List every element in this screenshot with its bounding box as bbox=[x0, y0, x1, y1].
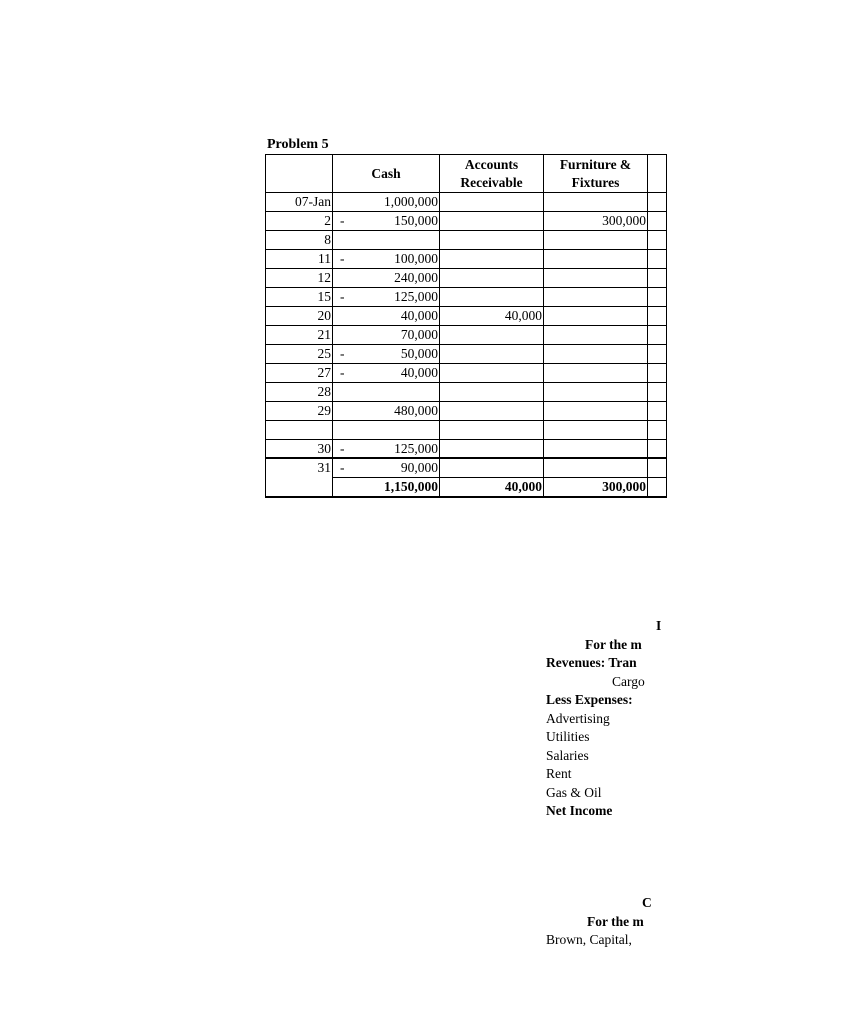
row-accounts-receivable bbox=[440, 288, 544, 306]
row-date: 20 bbox=[266, 307, 333, 325]
ledger-table bbox=[265, 154, 667, 498]
header-cash: Cash bbox=[333, 155, 440, 192]
capital-statement-period: For the m bbox=[587, 913, 644, 929]
total-furniture-fixtures: 300,000 bbox=[544, 478, 648, 496]
row-sign: - bbox=[340, 346, 345, 361]
row-sign: - bbox=[340, 213, 345, 228]
row-cash: 1,000,000 bbox=[353, 193, 440, 211]
expense-item: Advertising bbox=[546, 710, 610, 726]
row-accounts-receivable: 40,000 bbox=[440, 307, 544, 325]
row-accounts-receivable bbox=[440, 212, 544, 230]
row-accounts-receivable bbox=[440, 421, 544, 439]
row-accounts-receivable bbox=[440, 383, 544, 401]
row-cash: 150,000 bbox=[353, 212, 440, 230]
row-cash: 100,000 bbox=[353, 250, 440, 268]
row-accounts-receivable bbox=[440, 326, 544, 344]
row-furniture-fixtures bbox=[544, 231, 648, 249]
row-furniture-fixtures bbox=[544, 269, 648, 287]
row-date: 15 bbox=[266, 288, 333, 306]
totals-date-cell bbox=[266, 477, 333, 496]
expenses-label: Less Expenses: bbox=[546, 692, 633, 707]
row-date: 30 bbox=[266, 440, 333, 457]
row-furniture-fixtures bbox=[544, 364, 648, 382]
income-statement-title: I bbox=[656, 618, 662, 633]
row-cash: 240,000 bbox=[353, 269, 440, 287]
row-date: 31 bbox=[266, 459, 333, 477]
row-accounts-receivable bbox=[440, 250, 544, 268]
row-cash: 125,000 bbox=[353, 288, 440, 306]
table-row bbox=[266, 440, 666, 459]
table-row bbox=[266, 421, 666, 440]
row-cash: 40,000 bbox=[353, 364, 440, 382]
row-furniture-fixtures bbox=[544, 421, 648, 439]
expense-item: Utilities bbox=[546, 729, 590, 744]
capital-first-line: Brown, Capital, bbox=[546, 932, 632, 947]
expense-item: Salaries bbox=[546, 747, 589, 763]
row-furniture-fixtures: 300,000 bbox=[544, 212, 648, 230]
row-furniture-fixtures bbox=[544, 288, 648, 306]
expense-item: Rent bbox=[546, 766, 572, 781]
row-date: 25 bbox=[266, 345, 333, 363]
total-accounts-receivable: 40,000 bbox=[440, 478, 544, 496]
row-sign: - bbox=[340, 289, 345, 304]
table-row bbox=[266, 459, 666, 478]
row-sign: - bbox=[340, 441, 345, 456]
row-cash: 125,000 bbox=[353, 440, 440, 457]
header-furniture-fixtures: Furniture & Fixtures bbox=[544, 155, 648, 192]
row-furniture-fixtures bbox=[544, 326, 648, 344]
row-furniture-fixtures bbox=[544, 459, 648, 477]
row-cash: 70,000 bbox=[353, 326, 440, 344]
row-cash bbox=[353, 421, 440, 439]
table-row bbox=[266, 193, 666, 212]
row-sign bbox=[333, 231, 353, 249]
income-statement bbox=[546, 617, 846, 821]
expense-item: Gas & Oil bbox=[546, 784, 602, 800]
row-accounts-receivable bbox=[440, 364, 544, 382]
capital-statement-title: C bbox=[642, 895, 652, 910]
row-cash: 90,000 bbox=[353, 459, 440, 477]
row-accounts-receivable bbox=[440, 269, 544, 287]
table-row bbox=[266, 402, 666, 421]
problem-title: Problem 5 bbox=[267, 137, 329, 152]
row-sign bbox=[333, 193, 353, 211]
row-date: 28 bbox=[266, 383, 333, 401]
row-sign: - bbox=[340, 365, 345, 380]
row-furniture-fixtures bbox=[544, 193, 648, 211]
row-date: 07-Jan bbox=[266, 193, 333, 211]
capital-statement bbox=[546, 894, 846, 950]
row-date: 8 bbox=[266, 231, 333, 249]
row-furniture-fixtures bbox=[544, 345, 648, 363]
table-row bbox=[266, 288, 666, 307]
row-cash: 480,000 bbox=[353, 402, 440, 420]
header-date bbox=[266, 155, 333, 192]
totals-row bbox=[266, 478, 666, 498]
row-date: 21 bbox=[266, 326, 333, 344]
table-row bbox=[266, 231, 666, 250]
row-date: 2 bbox=[266, 212, 333, 230]
table-row bbox=[266, 212, 666, 231]
net-income-label: Net Income bbox=[546, 803, 613, 818]
row-cash: 50,000 bbox=[353, 345, 440, 363]
row-accounts-receivable bbox=[440, 402, 544, 420]
table-row bbox=[266, 307, 666, 326]
income-statement-period: For the m bbox=[585, 636, 642, 652]
row-accounts-receivable bbox=[440, 440, 544, 457]
row-cash: 40,000 bbox=[353, 307, 440, 325]
row-accounts-receivable bbox=[440, 345, 544, 363]
revenue-item: Cargo bbox=[612, 673, 645, 689]
table-row bbox=[266, 345, 666, 364]
header-accounts-receivable: Accounts Receivable bbox=[440, 155, 544, 192]
table-row bbox=[266, 326, 666, 345]
row-sign bbox=[333, 402, 353, 420]
row-date: 29 bbox=[266, 402, 333, 420]
row-accounts-receivable bbox=[440, 193, 544, 211]
row-date bbox=[266, 421, 333, 439]
row-furniture-fixtures bbox=[544, 307, 648, 325]
row-cash bbox=[353, 231, 440, 249]
table-row bbox=[266, 250, 666, 269]
row-date: 11 bbox=[266, 250, 333, 268]
ledger-header-row bbox=[266, 155, 666, 193]
table-row bbox=[266, 364, 666, 383]
table-row bbox=[266, 383, 666, 402]
row-furniture-fixtures bbox=[544, 402, 648, 420]
row-furniture-fixtures bbox=[544, 440, 648, 457]
row-furniture-fixtures bbox=[544, 383, 648, 401]
row-sign bbox=[333, 307, 353, 325]
row-sign bbox=[333, 326, 353, 344]
row-date: 27 bbox=[266, 364, 333, 382]
revenues-label: Revenues: Tran bbox=[546, 655, 637, 670]
row-furniture-fixtures bbox=[544, 250, 648, 268]
row-sign bbox=[333, 421, 353, 439]
row-sign bbox=[333, 383, 353, 401]
row-cash bbox=[353, 383, 440, 401]
row-accounts-receivable bbox=[440, 231, 544, 249]
table-row bbox=[266, 269, 666, 288]
row-sign: - bbox=[340, 460, 345, 475]
row-sign bbox=[333, 269, 353, 287]
row-accounts-receivable bbox=[440, 459, 544, 477]
ledger-body bbox=[266, 193, 666, 498]
row-date: 12 bbox=[266, 269, 333, 287]
row-sign: - bbox=[340, 251, 345, 266]
total-cash: 1,150,000 bbox=[353, 478, 440, 496]
